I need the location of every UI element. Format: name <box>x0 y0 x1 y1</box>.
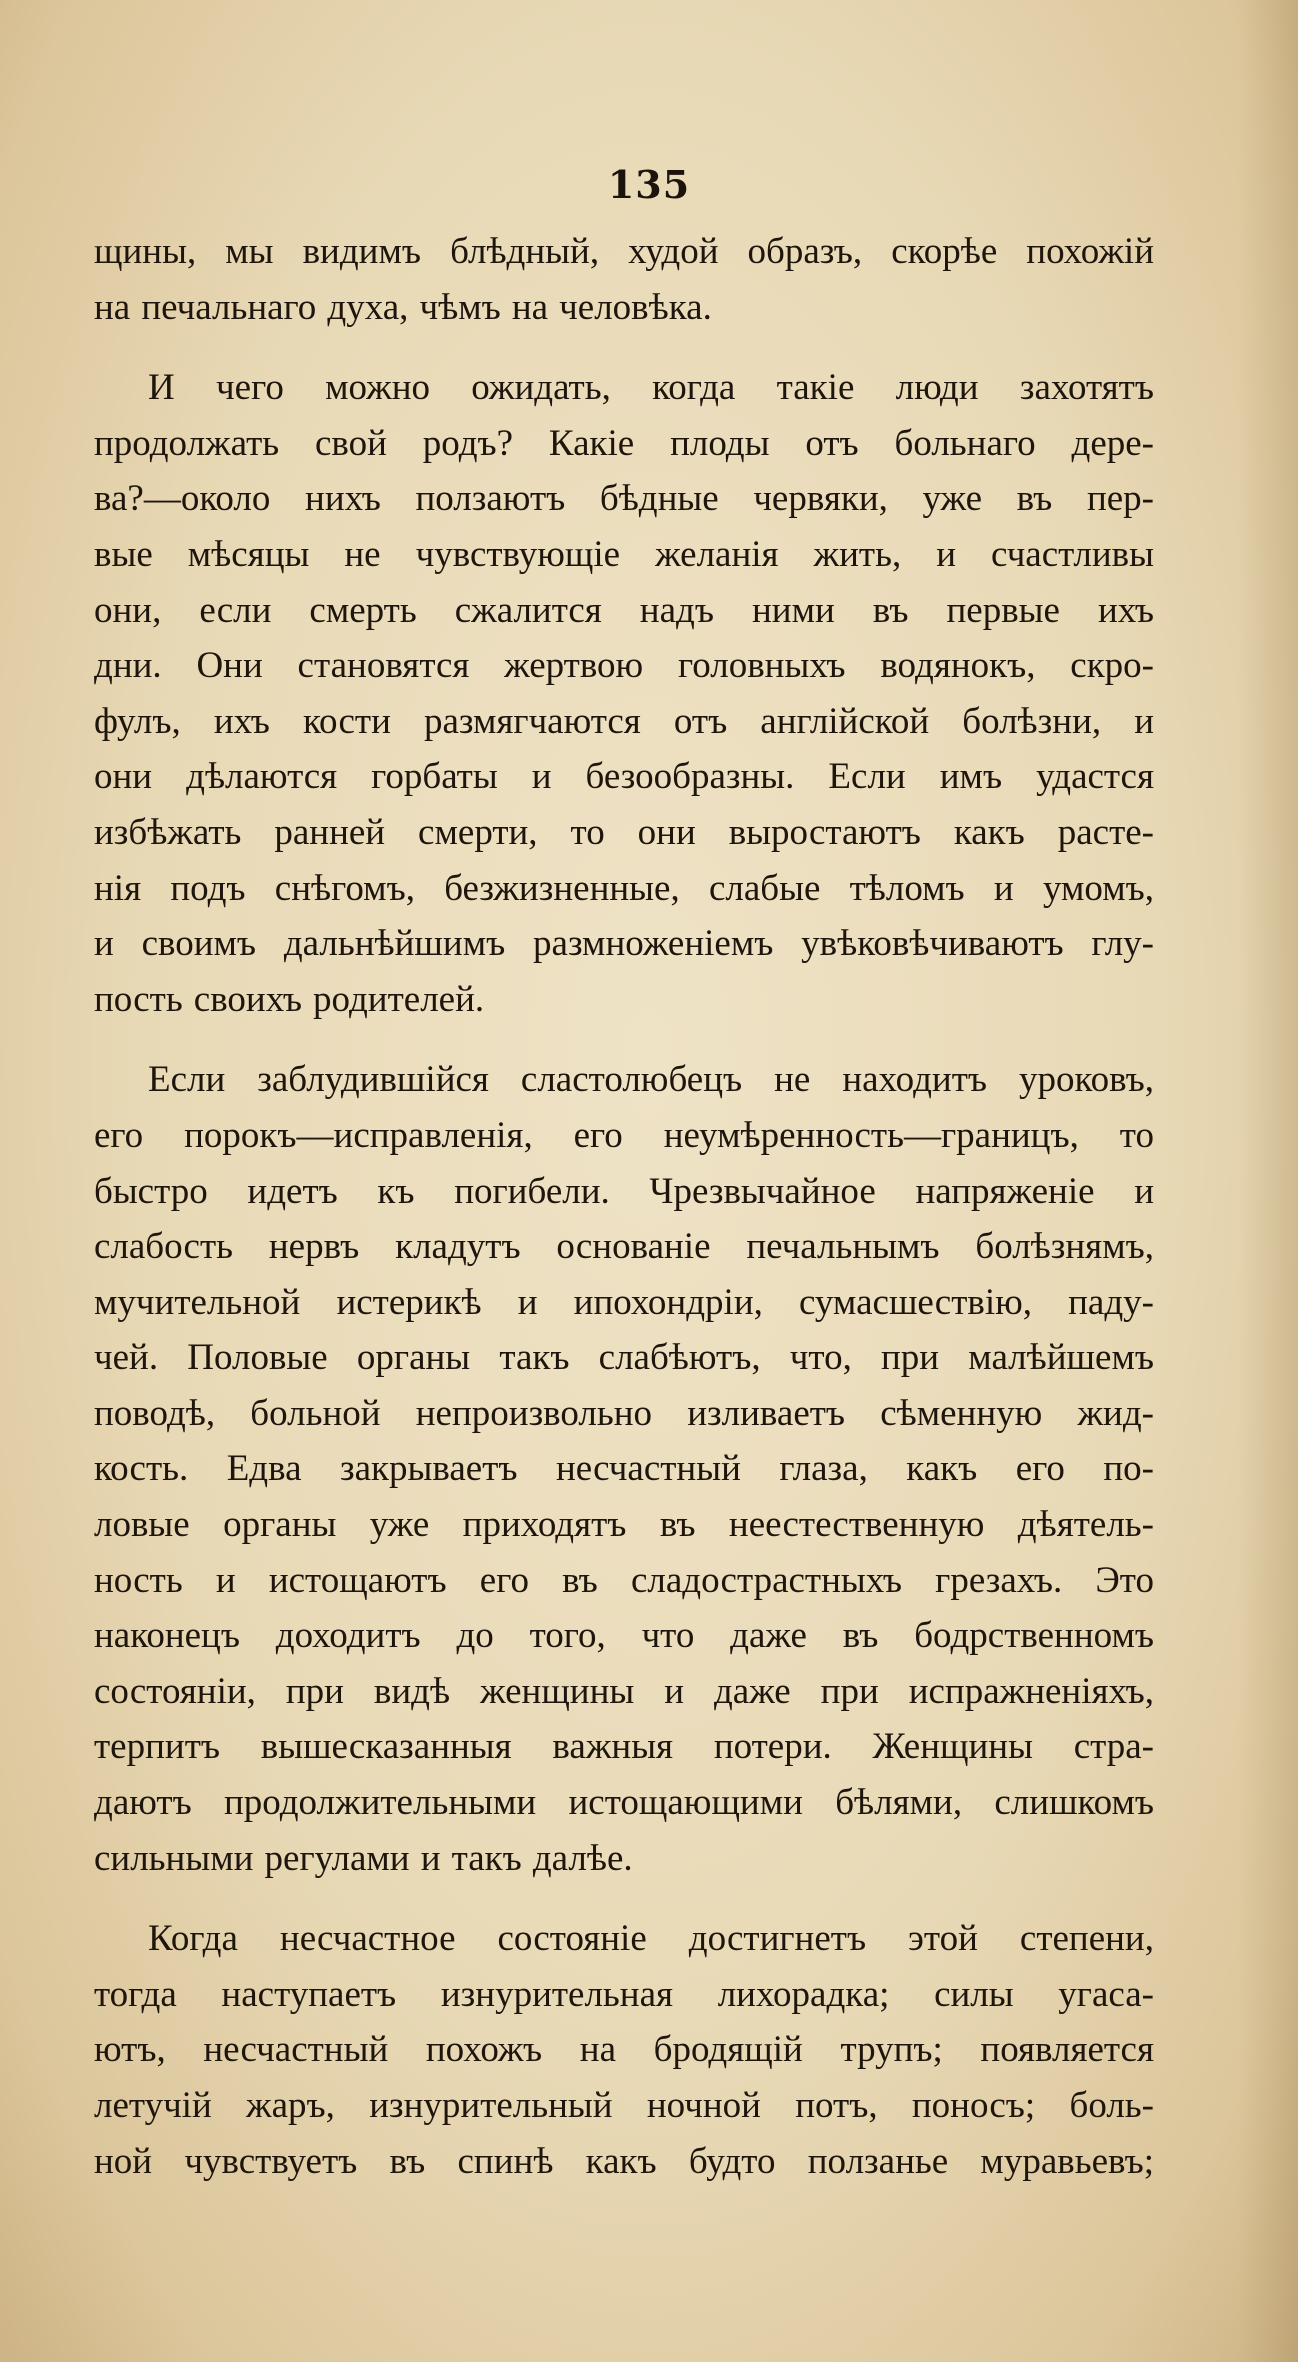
text-line: наконецъ доходитъ до того, что даже въ бодрственномъ <box>94 1615 1154 1657</box>
text-line: ютъ, несчастный похожъ на бродящій трупъ; появляется <box>94 2029 1154 2071</box>
text-line: избѣжать ранней смерти, то они выростаютъ какъ расте- <box>94 811 1154 853</box>
text-line: они дѣлаются горбаты и безообразны. Если имъ удастся <box>94 756 1154 798</box>
text-line: ной чувствуетъ въ спинѣ какъ будто ползанье муравьевъ; <box>94 2140 1154 2182</box>
text-line: сильными регулами и такъ далѣе. <box>94 1837 633 1879</box>
paragraph-3 <box>94 1052 1154 1886</box>
text-line: кость. Едва закрываетъ несчастный глаза, какъ его по- <box>94 1448 1154 1490</box>
text-line: они, если смерть сжалится надъ ними въ первые ихъ <box>94 589 1154 631</box>
text-line: ловые органы уже приходятъ въ неестественную дѣятель- <box>94 1504 1154 1546</box>
body-text <box>94 224 1154 2189</box>
text-line: вые мѣсяцы не чувствующіе желанія жить, и счастливы <box>94 533 1154 575</box>
text-line: тогда наступаетъ изнурительная лихорадка; силы угаса- <box>94 1973 1154 2015</box>
text-line: пость своихъ родителей. <box>94 978 485 1020</box>
text-line: Если заблудившійся сластолюбецъ не находитъ уроковъ, <box>148 1059 1154 1101</box>
text-line: фулъ, ихъ кости размягчаются отъ англійской болѣзни, и <box>94 700 1154 742</box>
text-line: терпитъ вышесказанныя важныя потери. Женщины стра- <box>94 1726 1154 1768</box>
text-line: продолжать свой родъ? Какіе плоды отъ больнаго дере- <box>94 422 1154 464</box>
text-line: И чего можно ожидать, когда такіе люди захотятъ <box>148 367 1154 409</box>
text-line: ва?—около нихъ ползаютъ бѣдные червяки, уже въ пер- <box>94 478 1154 520</box>
text-line: нія подъ снѣгомъ, безжизненные, слабые тѣломъ и умомъ, <box>94 867 1154 909</box>
text-line: его порокъ—исправленія, его неумѣренность—границъ, то <box>94 1114 1154 1156</box>
text-line: на печальнаго духа, чѣмъ на человѣка. <box>94 286 712 328</box>
text-line: даютъ продолжительными истощающими бѣлями, слишкомъ <box>94 1782 1154 1824</box>
text-line: быстро идетъ къ погибели. Чрезвычайное напряженіе и <box>94 1170 1154 1212</box>
paragraph-1 <box>94 224 1154 335</box>
text-line: мучительной истерикѣ и ипохондріи, сумасшествію, паду- <box>94 1281 1154 1323</box>
text-line: дни. Они становятся жертвою головныхъ водянокъ, скро- <box>94 645 1154 687</box>
page-number: 135 <box>607 162 691 207</box>
text-line: состояніи, при видѣ женщины и даже при испражненіяхъ, <box>94 1670 1154 1712</box>
text-line: щины, мы видимъ блѣдный, худой образъ, скорѣе похожій <box>94 231 1154 272</box>
text-line: слабость нервъ кладутъ основаніе печальнымъ болѣзнямъ, <box>94 1226 1154 1268</box>
text-line: и своимъ дальнѣйшимъ размноженіемъ увѣковѣчиваютъ глу- <box>94 923 1154 965</box>
text-line: ность и истощаютъ его въ сладострастныхъ грезахъ. Это <box>94 1559 1154 1601</box>
paragraph-2 <box>94 360 1154 1027</box>
paragraph-4 <box>94 1911 1154 2189</box>
text-line: поводѣ, больной непроизвольно изливаетъ сѣменную жид- <box>94 1392 1154 1434</box>
page-edge-shadow <box>1238 0 1298 2362</box>
text-line: чей. Половые органы такъ слабѣютъ, что, при малѣйшемъ <box>94 1337 1154 1379</box>
text-line: Когда несчастное состояніе достигнетъ этой степени, <box>148 1918 1154 1960</box>
text-line: летучій жаръ, изнурительный ночной потъ, поносъ; боль- <box>94 2085 1154 2126</box>
